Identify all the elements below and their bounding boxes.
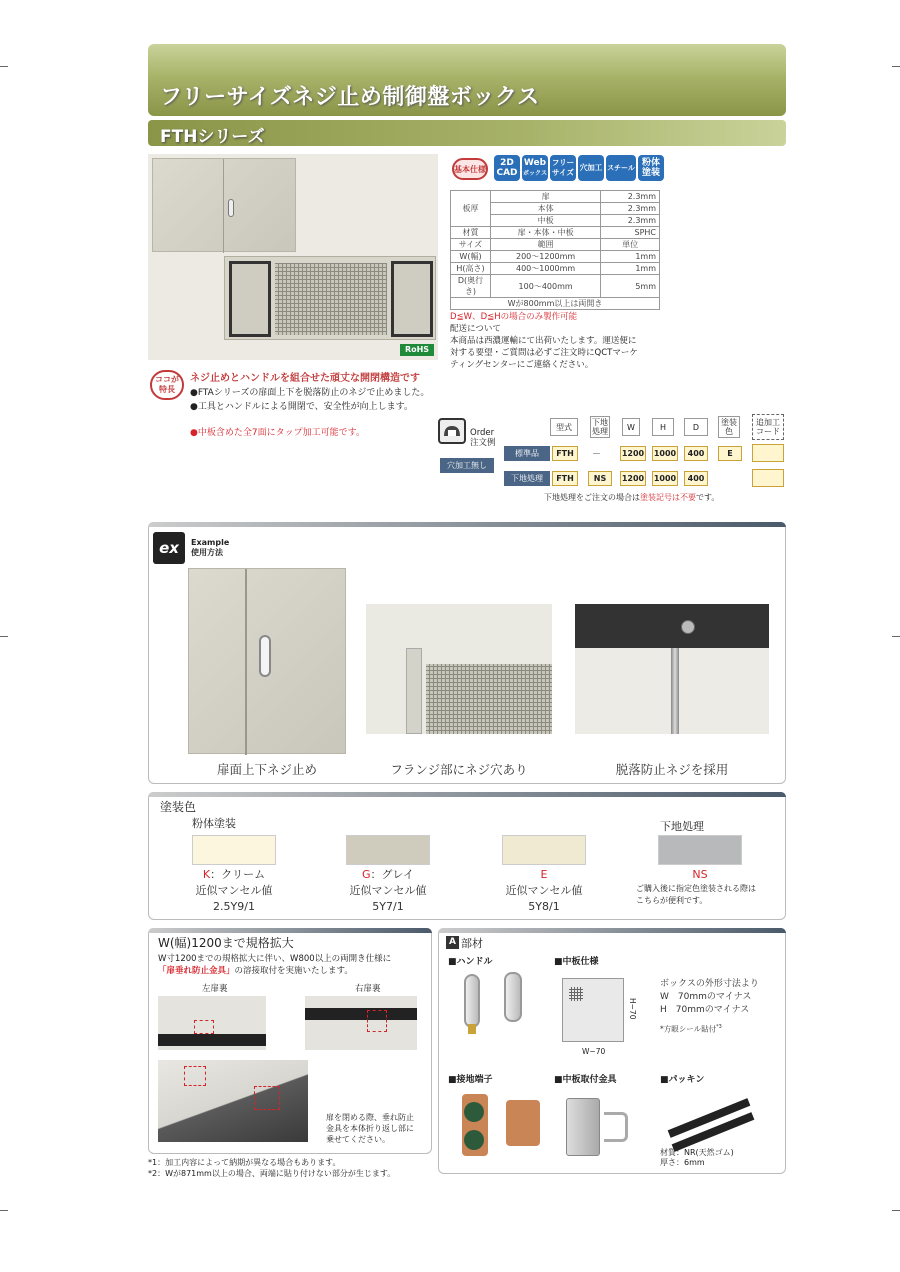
example-photo-door — [188, 568, 346, 754]
order-row1-model: FTH — [552, 446, 578, 461]
order-row2-w: 1200 — [620, 471, 646, 486]
page-title: フリーサイズネジ止め制御盤ボックス — [160, 85, 540, 110]
middle-plate-spec: ボックスの外形寸法より W 70mmのマイナス H 70mmのマイナス *方眼シール貼付$^{*3}$ — [660, 979, 759, 1034]
crop-mark — [0, 636, 8, 637]
swatch-g-label: G：グレイ 近似マンセル値 5Y7/1 — [349, 868, 427, 913]
order-phone-icon — [438, 418, 466, 444]
order-header-h: H — [652, 418, 674, 436]
swatch-k-label: K：クリーム 近似マンセル値 2.5Y9/1 — [195, 868, 273, 913]
swatch-e-label: E 近似マンセル値 5Y8/1 — [505, 868, 583, 913]
order-row1-h: 1000 — [652, 446, 678, 461]
packing-image — [664, 1092, 756, 1142]
swatch-ns — [658, 835, 742, 865]
paint-panel-top — [148, 792, 786, 797]
width-expand-panel-top — [148, 928, 432, 933]
footnotes: *1：加工内容によって納期が異なる場合もあります。 *2：Wが871mm以上の場合、両端に貼り付けない部分が生じます。 — [148, 1158, 396, 1178]
swatch-gray — [346, 835, 430, 865]
middle-plate-h-dim: H−70 — [628, 998, 637, 1020]
left-door-label: 左扉裏 — [202, 984, 228, 994]
middle-plate-image — [562, 978, 624, 1042]
crop-mark — [0, 66, 8, 67]
width-expand-text: W寸1200までの規格拡大に伴い、W800以上の両開き仕様に 「扉垂れ防止金具」の溶接取付を実施いたします。 — [158, 954, 392, 976]
hole-process-icon: 穴加工 — [578, 155, 604, 181]
example-title: Example 使用方法 — [191, 538, 230, 557]
free-size-icon: フリー サイズ — [550, 155, 576, 181]
web-box-icon: Web ボックス — [522, 155, 548, 181]
example-photo-flange — [366, 604, 552, 734]
order-note: 下地処理をご注文の場合は塗装記号は不要です。 — [544, 493, 720, 502]
order-row1-color: E — [718, 446, 742, 461]
powder-coat-icon: 粉体 塗装 — [638, 155, 664, 181]
closed-box-image — [152, 158, 296, 252]
delivery-note: 配送について 本商品は西濃運輸にて出荷いたします。運送便に 対する要望・ご質問は必ずご注文時にQCTマーケ ティングセンターにご連絡ください。 — [450, 324, 638, 370]
parts-badge: A — [446, 936, 459, 949]
example-caption-1: 扉面上下ネジ止め — [216, 762, 317, 777]
base-treatment-label: 下地処理 — [660, 820, 704, 833]
feature-title: ネジ止めとハンドルを組合せた頑丈な開閉構造です — [190, 373, 420, 384]
swatch-ns-label: NS ご購入後に指定色塗装される際は こちらが便利です。 — [636, 868, 756, 905]
order-label: Order 注文例 — [470, 428, 496, 448]
no-hole-tag: 穴加工無し — [440, 458, 494, 473]
order-header-base: 下地処理 — [592, 418, 608, 436]
order-row2-model: FTH — [552, 471, 578, 486]
closing-note: 扉を閉める際、垂れ防止 金具を本体折り返し部に 乗せてください。 — [326, 1113, 414, 1144]
order-row2-d: 400 — [684, 471, 708, 486]
order-header-w: W — [622, 418, 640, 436]
crop-mark — [892, 66, 900, 67]
example-caption-2: フランジ部にネジ穴あり — [390, 762, 528, 777]
order-row2-base: NS — [588, 471, 612, 486]
handle-label: ■ハンドル — [448, 957, 493, 967]
width-expand-title: W(幅)1200まで規格拡大 — [158, 936, 294, 950]
closing-detail-photo — [158, 1060, 308, 1142]
order-row2-name: 下地処理 — [504, 471, 550, 486]
feature-list: ●FTAシリーズの扉面上下を脱落防止のネジで止めました。 ●工具とハンドルによる開閉で、安全性が向上します。 ●中板含めた全7面にタップ加工可能です。 — [190, 388, 430, 438]
product-photo — [148, 154, 438, 360]
middle-plate-w-dim: W−70 — [582, 1047, 606, 1056]
order-row1-w: 1200 — [620, 446, 646, 461]
example-photo-screw — [575, 604, 769, 734]
spec-icons — [494, 155, 664, 181]
size-condition-note: D≦W、D≦Hの場合のみ製作可能 — [450, 312, 578, 322]
order-header-model: 型式 — [550, 418, 578, 436]
spec-table: 板厚 扉 2.3mm 本体 2.3mm 中板 2.3mm 材質 扉・本体・中板 SPHC サイズ 範囲 単位 W(幅) 200～1200mm 1mm H(高さ) 400～1000mm 1mm D(奥行き) 100～400mm 5mm Wが800mm以上は両開き — [450, 190, 660, 310]
example-ex-icon: ex — [153, 532, 185, 564]
crop-mark — [0, 1210, 8, 1211]
order-row1-base: － — [592, 450, 602, 460]
right-door-label: 右扉裏 — [355, 984, 381, 994]
swatch-cream — [192, 835, 276, 865]
series-title: FTHシリーズ — [160, 127, 265, 147]
order-row1-d: 400 — [684, 446, 708, 461]
ground-terminal-image — [456, 1090, 546, 1160]
example-caption-3: 脱落防止ネジを採用 — [615, 762, 729, 777]
order-row2-h: 1000 — [652, 471, 678, 486]
order-header-extra: 追加工コード — [752, 414, 784, 440]
rohs-badge: RoHS — [400, 344, 434, 356]
left-door-photo — [158, 996, 266, 1050]
paint-title: 塗装色 — [160, 800, 197, 814]
handle-image — [456, 968, 536, 1038]
plate-bracket-image — [566, 1092, 632, 1162]
powder-coat-label: 粉体塗装 — [192, 817, 236, 830]
crop-mark — [892, 636, 900, 637]
ground-terminal-label: ■接地端子 — [448, 1075, 493, 1085]
example-panel-top — [148, 522, 786, 527]
basic-spec-badge: 基本仕様 — [452, 158, 488, 180]
packing-spec: 材質：NR(天然ゴム) 厚さ：6mm — [660, 1148, 734, 1167]
parts-panel-top — [438, 928, 786, 933]
order-row2-extra — [752, 469, 784, 487]
cad-icon: 2D CAD — [494, 155, 520, 181]
open-box-image — [224, 256, 436, 340]
swatch-e — [502, 835, 586, 865]
steel-icon: スチール — [606, 155, 636, 181]
parts-title: 部材 — [461, 937, 483, 950]
feature-badge: ココが 特長 — [150, 370, 184, 400]
order-header-d: D — [684, 418, 708, 436]
crop-mark — [892, 1210, 900, 1211]
order-header-color: 塗装色 — [718, 416, 740, 438]
order-row1-extra — [752, 444, 784, 462]
order-row1-name: 標準品 — [504, 446, 550, 461]
plate-bracket-label: ■中板取付金具 — [554, 1075, 617, 1085]
right-door-photo — [305, 996, 417, 1050]
middle-plate-label: ■中板仕様 — [554, 957, 599, 967]
packing-label: ■パッキン — [660, 1075, 705, 1085]
